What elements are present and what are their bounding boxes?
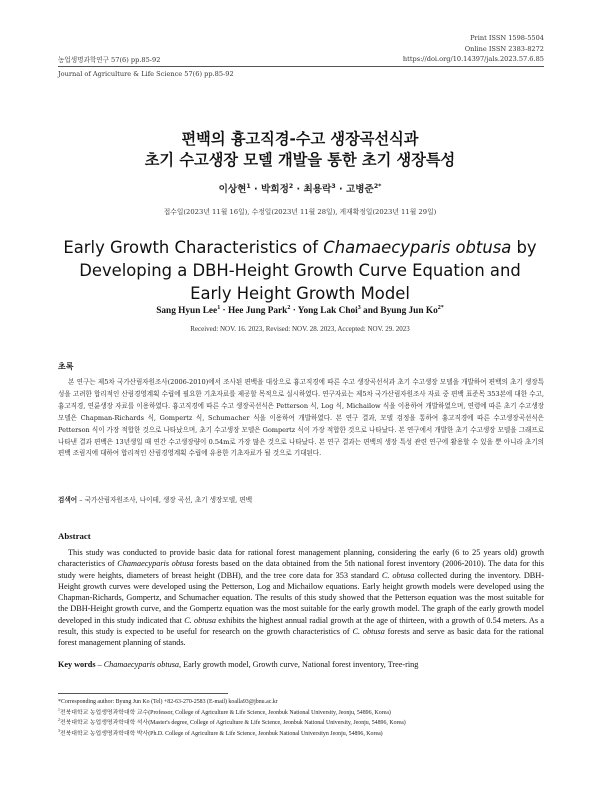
abstract-en-p5: forests and serve as basic data for the rational forest management planning of stands.	[58, 627, 544, 648]
affil-mark: 2*	[437, 304, 444, 311]
journal-name-en: Journal of Agriculture & Life Science 57(6) pp.85-92	[58, 70, 234, 78]
author-en-2: Hee Jung Park	[227, 306, 288, 316]
keywords-en-species: Chamaecyparis obtusa,	[103, 660, 182, 669]
abstract-ko-heading: 초록	[58, 362, 74, 371]
author-and: and	[360, 306, 381, 316]
footnote-2	[58, 718, 548, 729]
author-sep: ·	[293, 184, 304, 195]
affil-mark: 2	[287, 304, 291, 311]
dates-ko: 접수일(2023년 11월 16일), 수정일(2023년 11월 28일), 게재확정일(2023년 11월 29일)	[163, 208, 437, 216]
abstract-en-heading: Abstract	[58, 531, 91, 541]
author-en-3: Yong Lak Choi	[297, 306, 358, 316]
keywords-ko	[58, 494, 544, 504]
author-ko-4: 고병준	[346, 184, 374, 195]
doi-link[interactable]: https://doi.org/10.14397/jals.2023.57.6.85	[402, 55, 544, 63]
title-en	[0, 236, 600, 305]
species-name: Chamaecyparis obtusa	[117, 559, 194, 569]
footnote-mark: 1	[58, 707, 60, 712]
author-en-4: Byung Jun Ko	[380, 306, 438, 316]
affil-mark: 1	[217, 304, 221, 311]
keywords-en-dash: –	[95, 660, 104, 669]
species-name: C. obtusa	[381, 570, 415, 580]
author-ko-2: 박희정	[261, 184, 289, 195]
online-issn: Online ISSN 2383-8272	[464, 44, 544, 53]
title-ko	[0, 129, 600, 171]
footnotes	[58, 697, 548, 739]
abstract-en-p2: forests based on the data obtained from the 5th national forest inventory (2006-2010). The data for this study were heights, diameters of breast height (DBH), and the tree core data for 353 standard	[58, 559, 544, 580]
author-sep: ·	[220, 306, 228, 316]
title-en-line2: Developing a DBH-Height Growth Curve Equation and	[79, 261, 521, 280]
keywords-en-list: Early growth model, Growth curve, National forest inventory, Tree-ring	[181, 660, 419, 669]
journal-header-right	[403, 33, 544, 65]
species-name: C. obtusa	[352, 627, 385, 637]
keywords-ko-dash: –	[77, 496, 85, 504]
keywords-ko-list: 국가산림자원조사, 나이테, 생장 곡선, 초기 생장모델, 편백	[84, 496, 253, 504]
author-ko-3: 최용락	[303, 184, 332, 195]
abstract-ko-body: 본 연구는 제5차 국가산림자원조사(2006-2010)에서 조사된 편백을 대상으로 흉고직경에 따른 수고 생장곡선식과 초기 수고생장 모델을 개발하여 편백의 초기 생장특성을 고려한 합리적인 산림경영계획 수립에 필요한 기초자료를 제공할 목적으로 실시하였다. 연구자료는 제5차 국가산림자원조사 자료 중 편백 표준목 353본에 대한 수고, 흉고직경, 연륜생장 자료를 이용하였다. 흉고직경에 따른 수고 생장곡선식은 Petterson 식, Log 식, Michailow 식을 이용하여 개발하였으며, 연령에 따른 초기 수고생장 모델은 Chapman-Richards 식, Gompertz 식, Schumacher 식을 이용하여 개발하였다. 본 연구 결과, 모델 검정을 통하여 흉고직경에 따른 수고생장곡선식은 Petterson 식이 가장 적합한 것으로 나타났으며, 초기 수고생장 모델은 Gompertz 식이 가장 적합한 것으로 나타났다. 본 연구에서 개발한 초기 수고생장 모델을 그래프로 나타낸 결과 편백은 13년생일 때 연간 수고생장량이 0.54m로 가장 많은 것으로 나타났다. 본 연구 결과는 편백의 생장 특성 관련 연구에 활용할 수 있을 뿐 아니라 초기의 편백 조림지에 대하여 합리적인 산림경영계획 수립에 유용한 기초자료가 될 것으로 기대된다.	[58, 378, 544, 458]
footnote-mark: 2	[58, 718, 60, 723]
author-sep: ·	[290, 306, 298, 316]
species-name: C. obtusa	[184, 615, 217, 625]
abstract-en-p3: collected during the inventory. DBH-Height growth curves were developed using the Petterson, Log and Michailow equations. Early height growth models were developed using the Chapman-Richards, Gompertz, and Schumacher equation. The results of this study showed that the Petterson equation was the most suitable for the DBH-Height growth curve, and the Gompertz equation was the most suitable for the early growth model. The graph of the early growth model developed in this study indicated that	[58, 570, 544, 625]
title-ko-line1: 편백의 흉고직경-수고 생장곡선식과	[181, 130, 419, 148]
author-en-1: Sang Hyun Lee	[156, 306, 218, 316]
affil-mark: 1	[246, 182, 251, 190]
footnote-3-text: 전북대학교 농업생명과학대학 박사(Ph.D. College of Agriculture & Life Science, Jeonbuk National Universityn Jeonju, 54896, Korea)	[59, 730, 383, 737]
title-en-line1	[0, 236, 600, 259]
header-rule	[58, 66, 544, 67]
keywords-ko-label: 검색어	[58, 496, 78, 504]
journal-name-ko: 농업생명과학연구 57(6) pp.85-92	[58, 56, 161, 64]
footnote-3	[58, 729, 548, 740]
affil-mark: 3	[357, 304, 361, 311]
affil-mark: 2*	[373, 182, 382, 190]
title-en-line1-pre: Early Growth Characteristics of	[63, 238, 324, 257]
footnote-mark: 3	[58, 728, 60, 733]
author-sep: ·	[335, 184, 347, 195]
footnote-2-text: 전북대학교 농업생명과학대학 석사(Master's degree, College of Agriculture & Life Science, Jeonbuk National University, Jeonju, 54896, Korea)	[59, 720, 406, 727]
print-issn: Print ISSN 1598-5504	[470, 34, 544, 42]
abstract-en-p1: This study was conducted to provide basic data for rational forest management planning, considering the early (6 to 25 years old) growth characteristics of	[58, 548, 544, 569]
keywords-en-label: Key words	[58, 660, 96, 669]
title-en-species: Chamaecyparis obtusa	[323, 238, 512, 257]
abstract-en-body	[58, 547, 544, 649]
abstract-en-p4: exhibits the highest annual radial growth at the age of thirteen, with a growth of 0.54 meters. As a result, this study is expected to be useful for research on the growth characteristics of	[58, 615, 544, 637]
keywords-en	[58, 660, 544, 669]
author-ko-1: 이상현	[218, 184, 247, 195]
footnote-1	[58, 708, 548, 719]
footnote-1-text: 전북대학교 농업생명과학대학 교수(Professor, College of Agriculture & Life Science, Jeonbuk National University, Jeonju, 54896, Korea)	[59, 709, 391, 716]
authors-en	[0, 306, 600, 316]
author-sep: ·	[250, 184, 262, 195]
footnote-rule	[58, 693, 228, 694]
authors-ko	[0, 181, 600, 195]
title-ko-line2: 초기 수고생장 모델 개발을 통한 초기 생장특성	[144, 151, 456, 169]
affil-mark: 2	[288, 182, 294, 190]
corresponding-author: *Corresponding author: Byung Jun Ko (Tel) +82-63-270-2583 (E-mail) koalla93@jbnu.ac.kr	[58, 699, 278, 705]
affil-mark: 3	[331, 182, 336, 190]
dates-en: Received: NOV. 16. 2023, Revised: NOV. 28. 2023, Accepted: NOV. 29. 2023	[190, 325, 410, 333]
title-en-line1-post: by	[511, 238, 537, 257]
title-en-line3: Early Height Growth Model	[190, 284, 410, 303]
